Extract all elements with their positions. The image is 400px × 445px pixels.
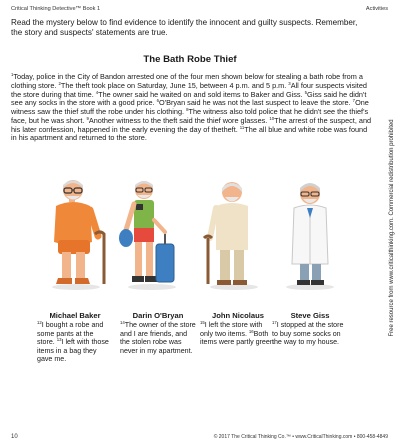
suspect-michael-baker [37,311,113,364]
suspect-name: Michael Baker [49,311,101,320]
page-number: 10 [11,434,18,440]
sentence-number: 6 [156,98,160,104]
suspect-statement [37,321,113,364]
sentence-number: 14 [120,320,125,325]
copyright-line: © 2017 The Critical Thinking Co.™ • www.CriticalThinking.com • 800-458-4849 [213,434,388,440]
sentence-number: 16 [248,328,254,334]
darin-obryan-figure [118,180,188,292]
suspect-statement [272,321,348,347]
suspect-name: John Nicolaus [212,311,264,320]
sentence-text: The witness also told police that he didn't see the thief's face, but he was short. [11,107,369,125]
sentence-number: 13 [56,337,62,343]
sentence-text: The owner of the store and I are friends, and the stolen robe was never in my apartment. [120,321,196,355]
suspect-statement [200,321,276,347]
sentence-number: 9 [86,115,89,121]
john-nicolaus-figure [200,180,270,292]
sentence-text: I bought a robe and some pants at the store. [37,321,104,347]
sentence-number: 1 [11,72,14,77]
sentence-number: 17 [272,320,277,325]
sentence-text: Another witness to the theft said the thief wore glasses. [88,115,270,125]
book-title: Critical Thinking Detective™ Book 1 [11,6,101,12]
sentence-text: One witness saw the thief stuff the robe under his clothing. [11,98,369,116]
sentence-text: Both items were partly green. [200,329,276,347]
side-note: Free resource from www.criticalthinking.com. Commercial redistribution prohibited [389,119,395,337]
suspect-steve-giss [272,311,348,347]
sentence-number: 15 [200,320,205,325]
sentence-number: 4 [95,89,99,95]
suspect-name: Steve Giss [290,311,330,320]
sentence-text: The owner said he waited on and sold items to Baker and Giss. [98,89,305,99]
sentence-number: 2 [58,80,61,86]
michael-baker-figure [40,180,110,292]
sentence-number: 12 [37,320,42,325]
sentence-text: I left with those items in a bag they gave me. [37,338,109,364]
story-title: The Bath Robe Thief [143,54,237,65]
instructions: Read the mystery below to find evidence to identify the innocent and guilty suspects. Remember, the story and suspects' statements are true. [11,18,358,37]
suspect-name: Darin O'Bryan [132,311,184,320]
sentence-text: All four suspects visited the store during that time. [11,80,367,99]
sentence-number: 11 [239,124,245,130]
section-label: Activities [365,6,388,12]
steve-giss-figure [276,180,346,292]
sentence-number: 5 [304,89,308,95]
sentence-number: 7 [352,98,356,104]
suspect-statement [120,321,196,355]
sentence-number: 3 [288,80,291,86]
sentence-text: Giss said he didn't see any socks in the store with a good price. [11,89,367,108]
story-text [11,73,373,143]
page-header [11,6,388,16]
sentence-number: 10 [269,115,275,121]
sentence-text: Today, police in the City of Bandon arrested one of the four men shown below for stealing a bath robe from a clothing store. [11,72,363,90]
sentence-text: I stopped at the store to buy some socks on the way to my house. [272,321,344,347]
sentence-text: O'Bryan said he was not the last suspect to leave the store. [159,98,353,108]
page-footer [11,431,388,440]
sentence-text: I left the store with only two items. [200,321,263,338]
suspect-darin-obryan [120,311,196,355]
suspect-john-nicolaus [200,311,276,347]
sentence-text: The theft took place on Saturday, June 15, between 4 p.m. and 5 p.m. [60,80,289,90]
sentence-number: 8 [186,107,189,112]
sentence-text: The all blue and white robe was found in his apartment and returned to the store. [11,124,368,143]
sentence-text: The arrest of the suspect, and his later confession, happened in the early evening the day of thetheft. [11,115,372,134]
